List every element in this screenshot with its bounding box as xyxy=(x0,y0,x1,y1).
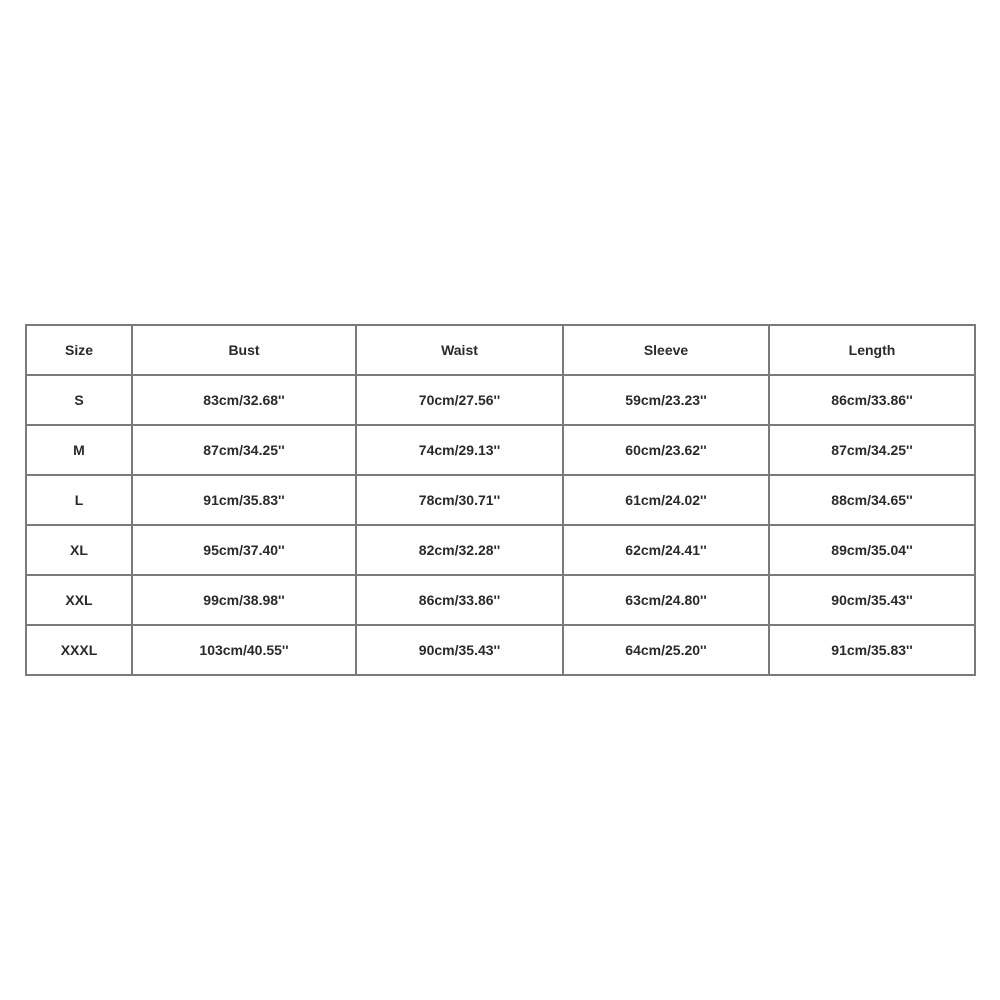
cell-waist: 86cm/33.86'' xyxy=(356,575,563,625)
header-row xyxy=(26,325,975,375)
cell-waist: 78cm/30.71'' xyxy=(356,475,563,525)
cell-bust: 103cm/40.55'' xyxy=(132,625,356,675)
table-header xyxy=(26,325,975,375)
cell-sleeve: 60cm/23.62'' xyxy=(563,425,769,475)
table-body xyxy=(26,375,975,675)
size-chart-table xyxy=(25,324,976,676)
cell-waist: 70cm/27.56'' xyxy=(356,375,563,425)
cell-waist: 82cm/32.28'' xyxy=(356,525,563,575)
cell-waist: 90cm/35.43'' xyxy=(356,625,563,675)
cell-size: L xyxy=(26,475,132,525)
table-row xyxy=(26,375,975,425)
header-length: Length xyxy=(769,325,975,375)
table-row xyxy=(26,475,975,525)
cell-bust: 95cm/37.40'' xyxy=(132,525,356,575)
table-row xyxy=(26,425,975,475)
cell-sleeve: 61cm/24.02'' xyxy=(563,475,769,525)
header-size: Size xyxy=(26,325,132,375)
cell-size: XXXL xyxy=(26,625,132,675)
cell-bust: 91cm/35.83'' xyxy=(132,475,356,525)
cell-sleeve: 62cm/24.41'' xyxy=(563,525,769,575)
cell-size: XXL xyxy=(26,575,132,625)
cell-bust: 87cm/34.25'' xyxy=(132,425,356,475)
cell-waist: 74cm/29.13'' xyxy=(356,425,563,475)
header-sleeve: Sleeve xyxy=(563,325,769,375)
cell-sleeve: 59cm/23.23'' xyxy=(563,375,769,425)
cell-length: 91cm/35.83'' xyxy=(769,625,975,675)
cell-length: 88cm/34.65'' xyxy=(769,475,975,525)
cell-size: XL xyxy=(26,525,132,575)
cell-sleeve: 64cm/25.20'' xyxy=(563,625,769,675)
cell-length: 86cm/33.86'' xyxy=(769,375,975,425)
cell-length: 89cm/35.04'' xyxy=(769,525,975,575)
cell-bust: 99cm/38.98'' xyxy=(132,575,356,625)
cell-size: S xyxy=(26,375,132,425)
cell-bust: 83cm/32.68'' xyxy=(132,375,356,425)
table-row xyxy=(26,525,975,575)
header-bust: Bust xyxy=(132,325,356,375)
table-row xyxy=(26,625,975,675)
header-waist: Waist xyxy=(356,325,563,375)
cell-sleeve: 63cm/24.80'' xyxy=(563,575,769,625)
cell-length: 90cm/35.43'' xyxy=(769,575,975,625)
cell-size: M xyxy=(26,425,132,475)
table-row xyxy=(26,575,975,625)
cell-length: 87cm/34.25'' xyxy=(769,425,975,475)
